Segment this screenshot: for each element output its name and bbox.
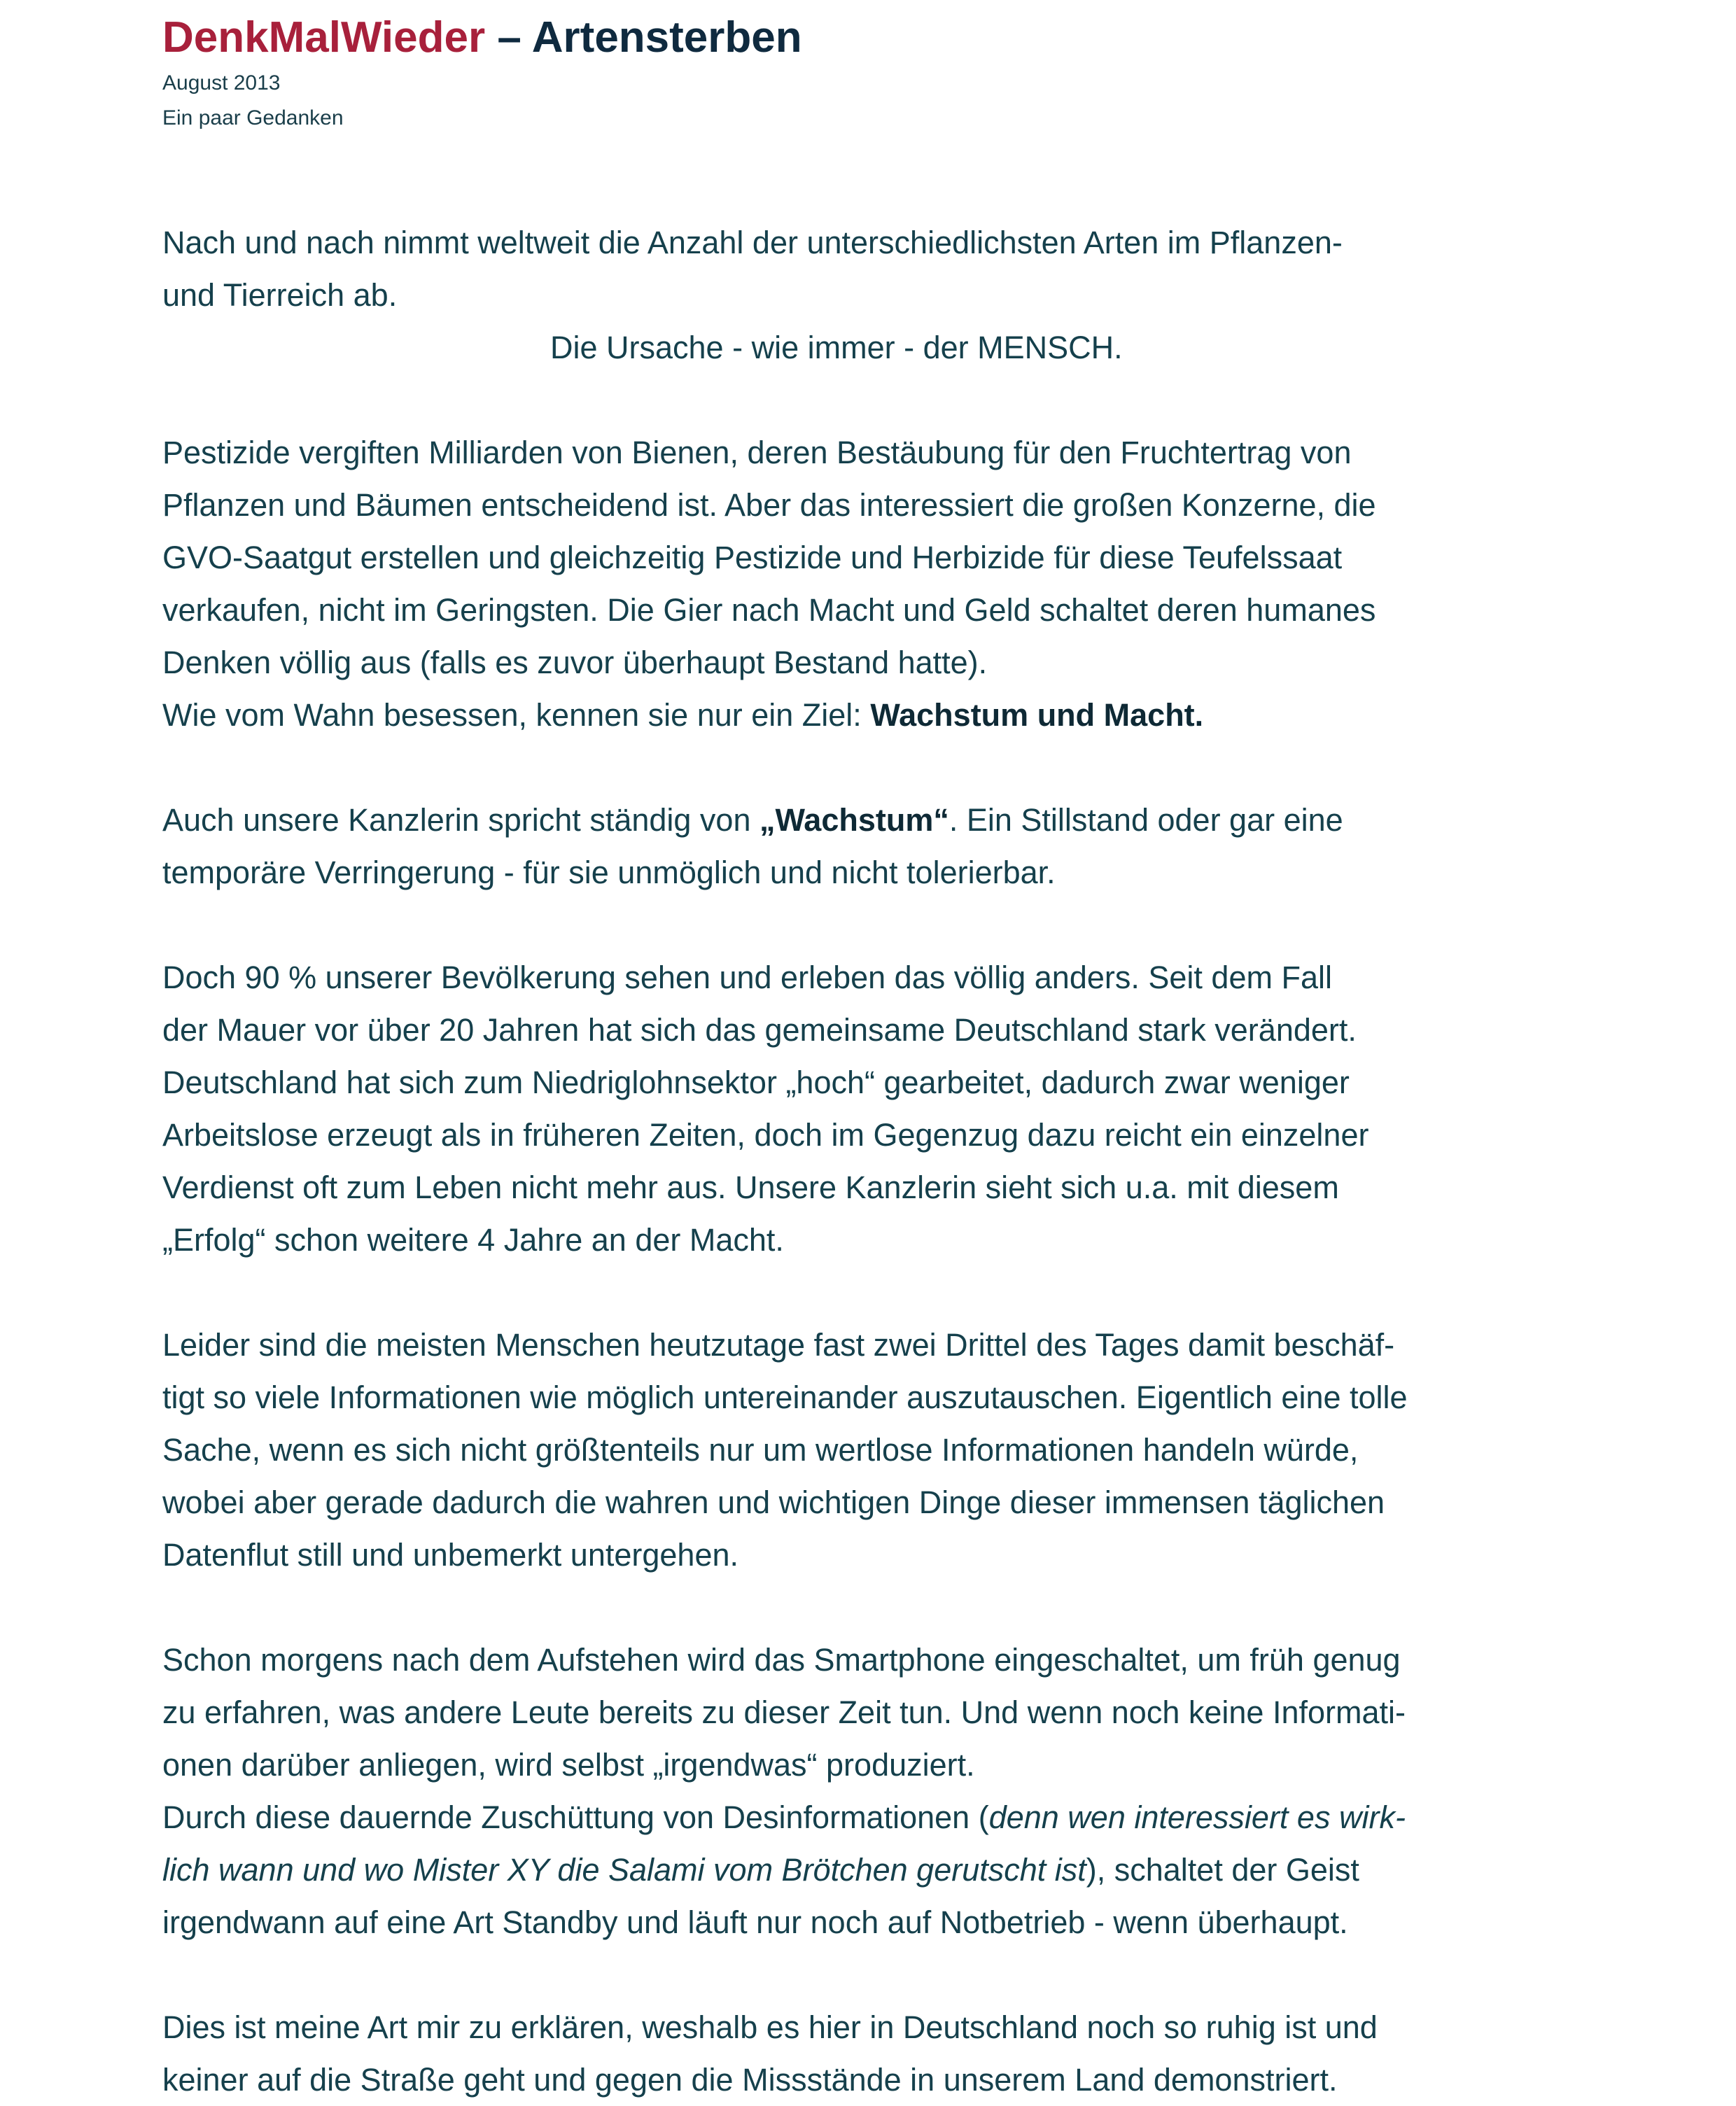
text-line: „Erfolg“ schon weitere 4 Jahre an der Macht. — [162, 1222, 784, 1258]
text-line: Pflanzen und Bäumen entscheidend ist. Aber das interessiert die großen Konzerne, die — [162, 487, 1376, 523]
italic-aside: lich wann und wo Mister XY die Salami vom Brötchen gerutscht ist — [162, 1852, 1086, 1888]
paragraph-4 — [162, 951, 1576, 1266]
text-line: tigt so viele Informationen wie möglich untereinander auszutauschen. Eigentlich eine tolle — [162, 1380, 1408, 1415]
text-line: und Tierreich ab. — [162, 277, 398, 313]
paragraph-3 — [162, 794, 1576, 899]
text-line: Verdienst oft zum Leben nicht mehr aus. Unsere Kanzlerin sieht sich u.a. mit diesem — [162, 1170, 1339, 1205]
text-line: Dies ist meine Art mir zu erklären, weshalb es hier in Deutschland noch so ruhig ist und — [162, 2009, 1378, 2045]
text-line — [162, 1844, 1576, 1896]
brand-name: DenkMalWieder — [162, 13, 486, 62]
text-line: Deutschland hat sich zum Niedriglohnsektor „hoch“ gearbeitet, dadurch zwar weniger — [162, 1065, 1350, 1100]
text-segment: Auch unsere Kanzlerin spricht ständig von — [162, 802, 760, 838]
text-line: irgendwann auf eine Art Standby und läuft nur noch auf Notbetrieb - wenn überhaupt. — [162, 1904, 1348, 1940]
text-line: Schon morgens nach dem Aufstehen wird das Smartphone eingeschaltet, um früh genug — [162, 1642, 1401, 1678]
text-line — [162, 794, 1576, 846]
text-line: Denken völlig aus (falls es zuvor überhaupt Bestand hatte). — [162, 645, 988, 680]
document-body — [162, 216, 1576, 2106]
text-segment: Durch diese dauernde Zuschüttung von Desinformationen ( — [162, 1799, 989, 1835]
text-line: GVO-Saatgut erstellen und gleichzeitig Pestizide und Herbizide für diese Teufelssaat — [162, 540, 1343, 575]
text-segment: ), schaltet der Geist — [1086, 1852, 1359, 1888]
text-line: verkaufen, nicht im Geringsten. Die Gier nach Macht und Geld schaltet deren humanes — [162, 592, 1376, 628]
bold-emphasis: „Wachstum“ — [759, 802, 949, 838]
document-date: August 2013 — [162, 71, 281, 94]
text-line: onen darüber anliegen, wird selbst „irgendwas“ produziert. — [162, 1747, 975, 1783]
document-subtitle: Ein paar Gedanken — [162, 106, 344, 129]
italic-aside: denn wen interessiert es wirk- — [988, 1799, 1406, 1835]
text-line: temporäre Verringerung - für sie unmöglich und nicht tolerierbar. — [162, 855, 1056, 890]
paragraph-5 — [162, 1319, 1576, 1581]
text-line — [162, 689, 1576, 741]
document-title — [162, 10, 1562, 66]
text-line: Doch 90 % unserer Bevölkerung sehen und erleben das völlig anders. Seit dem Fall — [162, 960, 1332, 995]
text-line: Nach und nach nimmt weltweit die Anzahl der unterschiedlichsten Arten im Pflanzen- — [162, 225, 1343, 260]
text-line: keiner auf die Straße geht und gegen die Missstände in unserem Land demonstriert. — [162, 2062, 1338, 2098]
paragraph-6 — [162, 1634, 1576, 1949]
text-line: wobei aber gerade dadurch die wahren und wichtigen Dinge dieser immensen täglichen — [162, 1484, 1385, 1520]
text-line: Leider sind die meisten Menschen heutzutage fast zwei Drittel des Tages damit beschäf- — [162, 1327, 1395, 1363]
text-line: Datenflut still und unbemerkt untergehen. — [162, 1537, 739, 1573]
paragraph-2 — [162, 426, 1576, 741]
paragraph-1 — [162, 216, 1576, 374]
text-line: Arbeitslose erzeugt als in früheren Zeiten, doch im Gegenzug dazu reicht ein einzelner — [162, 1117, 1369, 1153]
text-line: Pestizide vergiften Milliarden von Bienen, deren Bestäubung für den Fruchtertrag von — [162, 435, 1352, 470]
bold-emphasis: Wachstum und Macht. — [870, 697, 1204, 733]
text-line: Sache, wenn es sich nicht größtenteils nur um wertlose Informationen handeln würde, — [162, 1432, 1359, 1468]
centered-statement: Die Ursache - wie immer - der MENSCH. — [550, 330, 1123, 365]
title-separator: – — [485, 13, 532, 62]
document-meta — [162, 66, 1562, 136]
paragraph-7 — [162, 2001, 1576, 2106]
text-segment: Wie vom Wahn besessen, kennen sie nur ein Ziel: — [162, 697, 871, 733]
text-line: der Mauer vor über 20 Jahren hat sich das gemeinsame Deutschland stark verändert. — [162, 1012, 1357, 1048]
title-topic: Artensterben — [531, 13, 802, 62]
text-line — [162, 1791, 1576, 1844]
document-header — [162, 10, 1562, 136]
text-line: zu erfahren, was andere Leute bereits zu dieser Zeit tun. Und wenn noch keine Informati- — [162, 1694, 1406, 1730]
text-segment: . Ein Stillstand oder gar eine — [948, 802, 1343, 838]
